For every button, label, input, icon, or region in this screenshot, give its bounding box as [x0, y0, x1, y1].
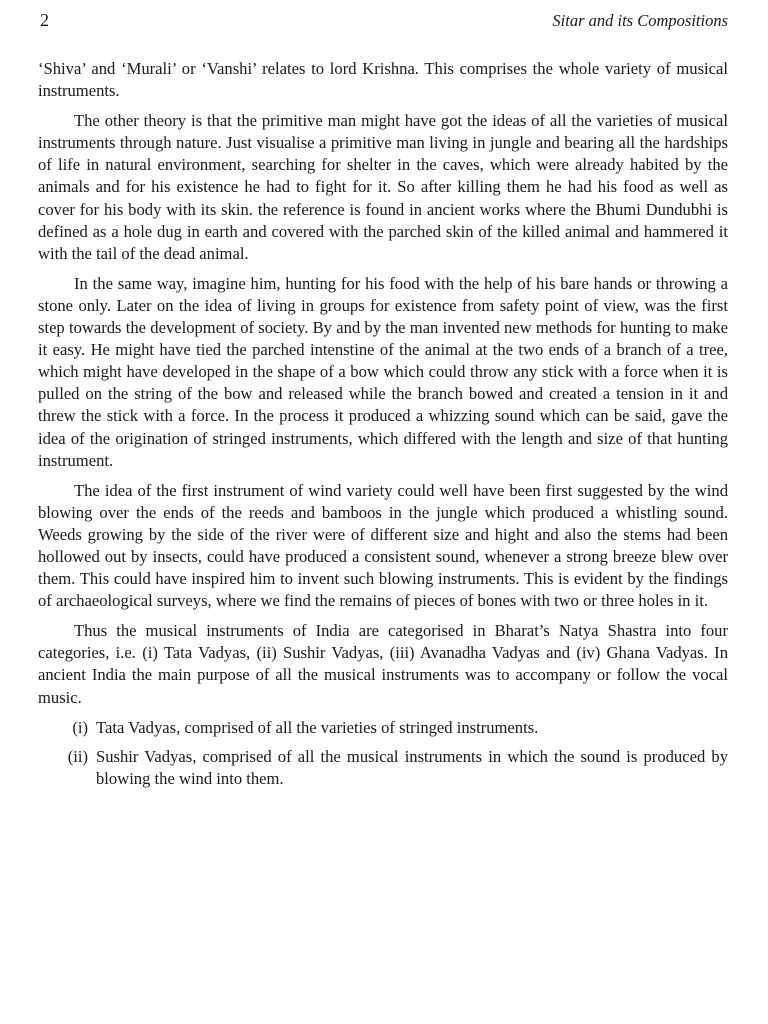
list-item-text: Sushir Vadyas, comprised of all the musical instruments in which the sound is produced by blowing the wind into them.	[96, 746, 728, 788]
body-text	[38, 58, 728, 790]
list-item-number: (i)	[72, 717, 88, 737]
paragraph-hunting-bow: In the same way, imagine him, hunting for his food with the help of his bare hands or throwing a stone only. Later on the idea of living in groups for existence from safety point of view, was the first step towards the development of society. By and by the man invented new methods for hunting to make it easy. He might have tied the parched intenstine of the animal at the two ends of a branch of a tree, which might have developed in the shape of a bow which could throw any stick with a force when it is pulled on the string of the bow and released while the branch bowed and created a tension in it and threw the stick with a force. In the process it produced a whizzing sound which can be said, gave the idea of the origination of stringed instruments, which differed with the length and size of that hunting instrument.	[38, 273, 728, 470]
list-item-number: (ii)	[67, 746, 88, 766]
instrument-category-list	[38, 717, 728, 790]
paragraph-natya-shastra: Thus the musical instruments of India are categorised in Bharat’s Natya Shastra into four categories, i.e. (i) Tata Vadyas, (ii) Sushir Vadyas, (iii) Avanadha Vadyas and (iv) Ghana Vadyas. In ancient India the main purpose of all the musical instruments was to accompany or follow the vocal music.	[38, 621, 728, 707]
paragraph-wind-instruments: The idea of the first instrument of wind variety could well have been first suggested by the wind blowing over the ends of the reeds and bamboos in the jungle which produced a whistling sound. Weeds growing by the side of the river were of different size and hight and also the stems had been hollowed out by insects, could have produced a consistent sound, whenever a strong breeze blew over them. This could have inspired him to invent such blowing instruments. This is evident by the findings of archaeological surveys, where we find the remains of pieces of bones with two or three holes in it.	[38, 480, 728, 611]
book-page	[38, 10, 728, 797]
list-item	[38, 746, 728, 790]
page-number: 2	[40, 10, 49, 30]
running-title: Sitar and its Compositions	[552, 11, 728, 30]
paragraph-primitive-man-theory: The other theory is that the primitive man might have got the ideas of all the varieties of musical instruments through nature. Just visualise a primitive man living in jungle and bearing all the hardships of life in natural environment, searching for shelter in the caves, which were already habited by the animals and for his existence he had to fight for it. So after killing them he had his food as well as cover for his body with its skin. the reference is found in ancient works where the Bhumi Dundubhi is defined as a hole dug in earth and covered with the parched skin of the killed animal and hammered it with the tail of the dead animal.	[38, 111, 728, 263]
list-item-text: Tata Vadyas, comprised of all the varieties of stringed instruments.	[96, 717, 539, 737]
page-header	[38, 10, 728, 40]
paragraph-continuation: ‘Shiva’ and ‘Murali’ or ‘Vanshi’ relates to lord Krishna. This comprises the whole variety of musical instruments.	[38, 59, 728, 101]
list-item	[38, 717, 728, 739]
